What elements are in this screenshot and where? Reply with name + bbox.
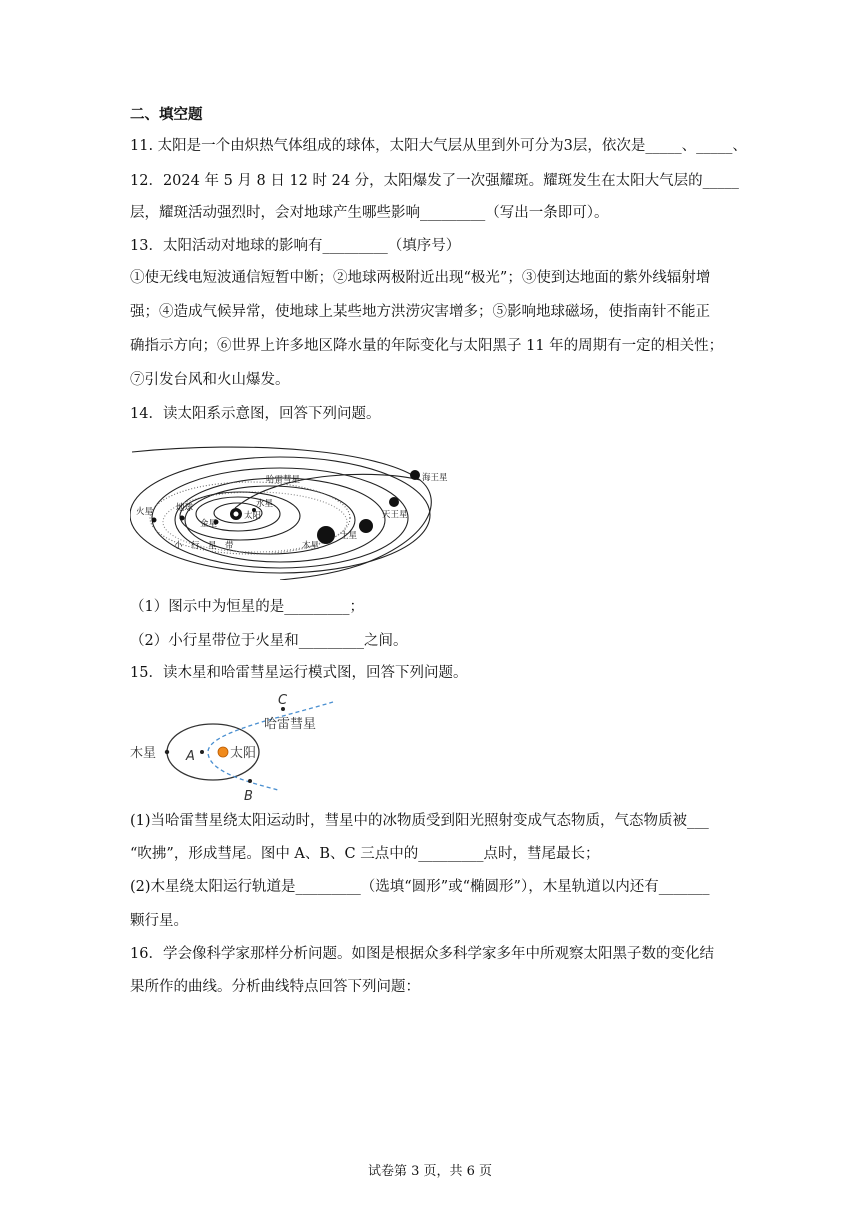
label-jupiter: 木星 xyxy=(130,746,157,761)
neptune-marker xyxy=(410,470,420,480)
solar-system-figure xyxy=(130,440,450,580)
saturn-marker xyxy=(359,519,373,533)
question-15-part-2-line-1: (2)木星绕太阳运行轨道是_________（选填“圆形”或“椭圆形”），木星轨道以内还有_______ xyxy=(130,879,710,895)
label-uranus: 天王星 xyxy=(382,510,408,520)
point-b xyxy=(248,779,252,783)
question-15-part-2-line-2: 颗行星。 xyxy=(130,913,188,929)
label-sun: 太阳 xyxy=(230,746,257,761)
question-15-part-1-line-1: (1)当哈雷彗星绕太阳运动时，彗星中的冰物质受到阳光照射变成气态物质，气态物质被___ xyxy=(130,813,709,829)
earth-marker xyxy=(180,516,185,521)
label-jupiter: 木星 xyxy=(302,541,320,551)
halley-orbit xyxy=(208,702,333,790)
label-neptune: 海王星 xyxy=(422,473,448,483)
label-saturn: 土星 xyxy=(340,531,358,541)
label-earth: 地球 xyxy=(176,503,194,513)
label-halley-comet: 哈雷彗星 xyxy=(264,717,317,732)
question-14-part-1: （1）图示中为恒星的是_________； xyxy=(130,599,364,615)
label-sun: 太阳 xyxy=(244,511,262,521)
question-13-options-line-2: 强；④造成气候异常，使地球上某些地方洪涝灾害增多；⑤影响地球磁场，使指南针不能正 xyxy=(130,304,710,320)
label-mercury: 水星 xyxy=(256,499,274,509)
question-13-options-line-4: ⑦引发台风和火山爆发。 xyxy=(130,372,290,388)
question-14-part-2: （2）小行星带位于火星和_________之间。 xyxy=(130,633,408,649)
question-15-part-1-line-2: “吹拂”，形成彗尾。图中 A、B、C 三点中的_________点时，彗尾最长； xyxy=(130,846,600,862)
question-11: 11. 太阳是一个由炽热气体组成的球体，太阳大气层从里到外可分为3层，依次是_____、_____、 xyxy=(130,138,747,154)
point-a xyxy=(200,750,204,754)
jupiter-point xyxy=(165,750,169,754)
question-12-line-1: 12．2024 年 5 月 8 日 12 时 24 分，太阳爆发了一次强耀斑。耀斑发生在太阳大气层的_____ xyxy=(130,173,739,189)
jupiter-marker xyxy=(317,526,335,544)
question-13-options-line-3: 确指示方向；⑥世界上许多地区降水量的年际变化与太阳黑子 11 年的周期有一定的相关性； xyxy=(130,338,724,354)
page-footer: 试卷第 3 页，共 6 页 xyxy=(367,1164,493,1179)
question-12-line-2: 层，耀斑活动强烈时，会对地球产生哪些影响_________（写出一条即可）。 xyxy=(130,205,609,221)
section-title: 二、填空题 xyxy=(130,106,203,123)
label-asteroid-belt: 小 行 星 带 xyxy=(174,541,234,551)
label-a: A xyxy=(186,749,195,764)
question-13-stem: 13．太阳活动对地球的影响有_________（填序号） xyxy=(130,238,461,254)
mars-marker xyxy=(152,518,157,523)
question-16-line-2: 果所作的曲线。分析曲线特点回答下列问题： xyxy=(130,979,420,995)
label-c: C xyxy=(278,693,288,708)
label-comet: 哈雷彗星 xyxy=(266,475,301,485)
question-13-options-line-1: ①使无线电短波通信短暂中断；②地球两极附近出现“极光”；③使到达地面的紫外线辐射增 xyxy=(130,270,711,286)
question-14-stem: 14．读太阳系示意图，回答下列问题。 xyxy=(130,406,381,422)
label-venus: 金星 xyxy=(200,519,218,529)
label-mars: 火星 xyxy=(136,507,154,517)
question-16-line-1: 16．学会像科学家那样分析问题。如图是根据众多科学家多年中所观察太阳黑子数的变化结 xyxy=(130,946,714,962)
jupiter-comet-figure xyxy=(130,690,340,805)
sun-point xyxy=(218,747,228,757)
uranus-marker xyxy=(389,497,399,507)
question-15-stem: 15．读木星和哈雷彗星运行模式图，回答下列问题。 xyxy=(130,665,468,681)
label-b: B xyxy=(244,789,253,804)
